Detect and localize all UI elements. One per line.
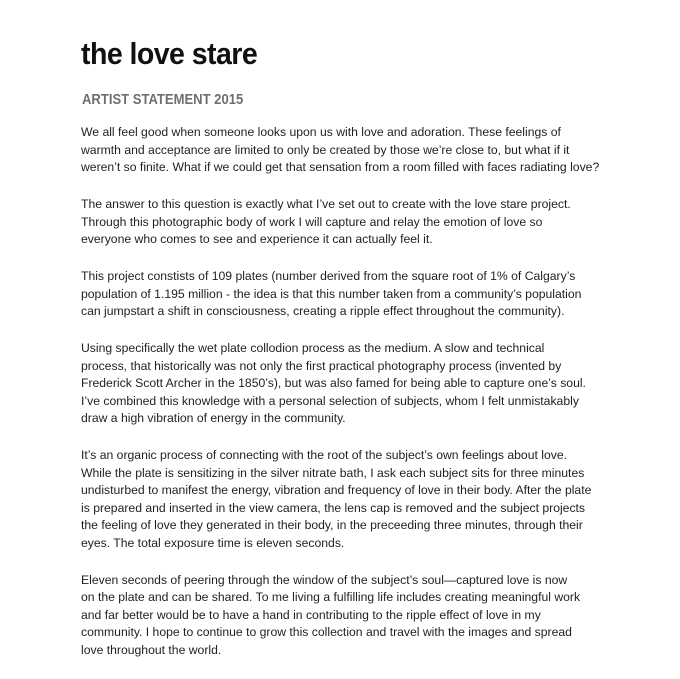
- text-line: community. I hope to continue to grow this collection and travel with the images and spread: [81, 625, 572, 639]
- text-line: Through this photographic body of work I will capture and relay the emotion of love so: [81, 214, 543, 229]
- text-line: is prepared and inserted in the view camera, the lens cap is removed and the subject projects: [81, 500, 586, 515]
- paragraph-3: [81, 268, 641, 321]
- text-line: This project constists of 109 plates (number derived from the square root of 1% of Calgary’s: [81, 269, 576, 283]
- text-line: draw a high vibration of energy in the community.: [81, 411, 346, 425]
- page-subtitle: ARTIST STATEMENT 2015: [82, 92, 244, 108]
- text-line: and far better would be to have a hand in contributing to the ripple effect of love in my: [81, 607, 541, 622]
- paragraph-2: [81, 196, 641, 249]
- text-line: process, that historically was not only the first practical photography process (invented by: [81, 358, 562, 373]
- paragraph-4: [81, 340, 641, 428]
- text-line: While the plate is sensitizing in the silver nitrate bath, I ask each subject sits for three minutes: [81, 465, 585, 480]
- text-line: eyes. The total exposure time is eleven seconds.: [81, 535, 345, 550]
- paragraph-1: [81, 124, 641, 177]
- text-line: Using specifically the wet plate collodion process as the medium. A slow and technical: [81, 341, 545, 355]
- text-line: love throughout the world.: [81, 642, 222, 657]
- text-line: everyone who comes to see and experience it can actually feel it.: [81, 232, 433, 246]
- text-line: population of 1.195 million - the idea is that this number taken from a community’s population: [81, 286, 582, 301]
- text-line: The answer to this question is exactly what I’ve set out to create with the love stare project.: [81, 197, 571, 211]
- text-line: Eleven seconds of peering through the window of the subject’s soul—captured love is now: [81, 572, 568, 587]
- text-line: can jumpstart a shift in consciousness, creating a ripple effect throughout the community).: [81, 304, 565, 318]
- text-line: the feeling of love they generated in their body, in the preceeding three minutes, through their: [81, 518, 583, 532]
- paragraph-5: [81, 447, 641, 552]
- text-line: Frederick Scott Archer in the 1850’s), but was also famed for being able to capture one’s soul.: [81, 376, 586, 390]
- statement-body: [81, 124, 641, 679]
- page-title: the love stare: [81, 36, 258, 71]
- text-line: It’s an organic process of connecting with the root of the subject’s own feelings about love.: [81, 448, 567, 462]
- text-line: warmth and acceptance are limited to only be created by those we’re close to, but what if it: [81, 142, 570, 157]
- text-line: on the plate and can be shared. To me living a fulfilling life includes creating meaningful work: [81, 590, 581, 604]
- text-line: I’ve combined this knowledge with a personal selection of subjects, whom I felt unmistakably: [81, 393, 579, 408]
- text-line: undisturbed to manifest the energy, vibration and frequency of love in their body. After the plate: [81, 483, 592, 497]
- text-line: We all feel good when someone looks upon us with love and adoration. These feelings of: [81, 125, 561, 139]
- paragraph-6: [81, 572, 641, 660]
- text-line: weren’t so finite. What if we could get that sensation from a room filled with faces radiating love?: [81, 160, 600, 174]
